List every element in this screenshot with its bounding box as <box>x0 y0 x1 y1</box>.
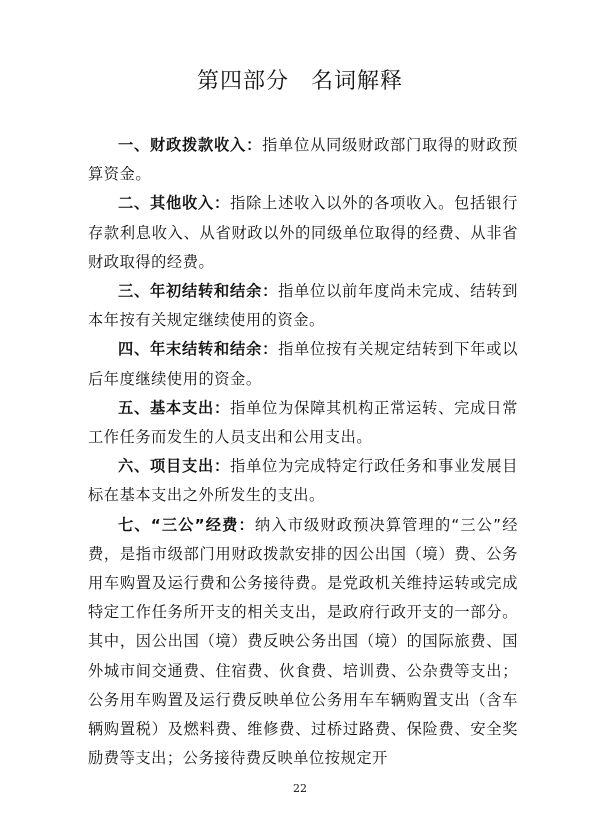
document-body <box>88 131 518 773</box>
definition-paragraph <box>88 394 518 452</box>
definition-text: 指单位从同级财政部门取得的财政预算资金。 <box>88 136 518 184</box>
definition-paragraph <box>88 277 518 335</box>
definition-paragraph <box>88 131 518 189</box>
page-title <box>0 64 600 95</box>
definition-term: 一、财政拨款收入： <box>118 136 263 154</box>
page-number: 22 <box>293 782 307 795</box>
definition-term: 四、年末结转和结余： <box>118 340 279 359</box>
title-name: 名词解释 <box>311 69 404 94</box>
definition-text: 指单位为完成特定行政任务和事业发展目标在基本支出之外所发生的支出。 <box>88 457 518 505</box>
definition-text: 指除上述收入以外的各项收入。包括银行存款利息收入、从省财政以外的同级单位取得的经费、从非省财政取得的经费。 <box>88 194 518 271</box>
definition-term: 六、项目支出： <box>118 457 231 476</box>
definition-term: 二、其他收入： <box>118 194 231 213</box>
definition-text: 指单位以前年度尚未完成、结转到本年按有关规定继续使用的资金。 <box>88 282 519 330</box>
definition-text: 指单位为保障其机构正常运转、完成日常工作任务而发生的人员支出和公用支出。 <box>88 398 518 447</box>
definition-term: 七、“三公”经费： <box>118 515 255 534</box>
definition-paragraph <box>88 511 518 774</box>
definition-paragraph <box>88 335 518 393</box>
definition-term: 五、基本支出： <box>118 398 231 417</box>
title-part: 第四部分 <box>196 69 289 94</box>
definition-text: 纳入市级财政预决算管理的“三公”经费，是指市级部门用财政拨款安排的因公出国（境）费、公务用车购置及运行费和公务接待费。是党政机关维持运转或完成特定工作任务所开支的相关支出，是政府行政开支的一部分。其中，因公出国（境）费反映公务出国（境）的国际旅费、国外城市间交通费、住宿费、伙食费、培训费、公杂费等支出；公务用车购置及运行费反映单位公务用车车辆购置支出（含车辆购置税）及燃料费、维修费、过桥过路费、保险费、安全奖励费等支出；公务接待费反映单位按规定开 <box>88 515 518 768</box>
definition-paragraph <box>88 452 518 510</box>
definition-term: 三、年初结转和结余： <box>118 282 279 301</box>
definition-paragraph <box>88 189 518 277</box>
definition-text: 指单位按有关规定结转到下年或以后年度继续使用的资金。 <box>88 340 519 388</box>
